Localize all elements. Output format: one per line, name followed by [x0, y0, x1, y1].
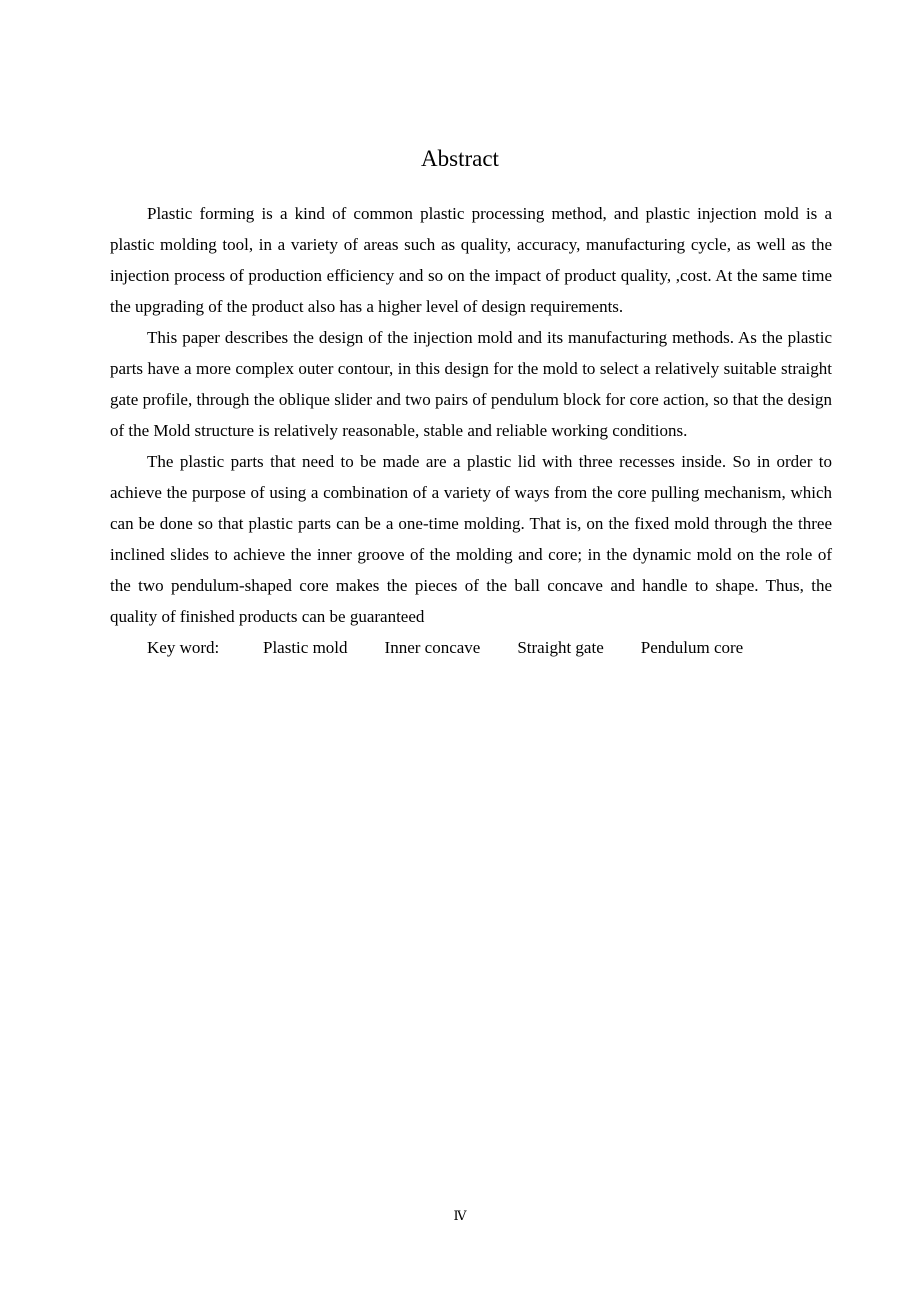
page-title: Abstract — [421, 146, 499, 171]
keyword-item: Straight gate — [517, 638, 604, 657]
abstract-paragraph: This paper describes the design of the injection mold and its manufacturing methods. As the plastic parts have a more complex outer contour, in this design for the mold to select a relatively suitable straight gate profile, through the oblique slider and two pairs of pendulum block for core action, so that the design of the Mold structure is relatively reasonable, stable and reliable working conditions. — [110, 328, 832, 440]
keyword-item: Plastic mold — [263, 638, 348, 657]
keyword-item: Inner concave — [384, 638, 481, 657]
page-number: Ⅳ — [453, 1208, 467, 1223]
abstract-paragraph: Plastic forming is a kind of common plastic processing method, and plastic injection mold is a plastic molding tool, in a variety of areas such as quality, accuracy, manufacturing cycle, as well as the injection process of production efficiency and so on the impact of product quality, ,cost. At the same time the upgrading of the product also has a higher level of design requirements. — [110, 204, 832, 316]
keywords-line — [110, 632, 832, 663]
abstract-body — [110, 198, 832, 663]
abstract-paragraph: The plastic parts that need to be made are a plastic lid with three recesses inside. So in order to achieve the purpose of using a combination of a variety of ways from the core pulling mechanism, which can be done so that plastic parts can be a one-time molding. That is, on the fixed mold through the three inclined slides to achieve the inner groove of the molding and core; in the dynamic mold on the role of the two pendulum-shaped core makes the pieces of the ball concave and handle to shape. Thus, the quality of finished products can be guaranteed — [110, 452, 832, 626]
keywords-label: Key word: — [147, 638, 220, 657]
keyword-item: Pendulum core — [640, 638, 744, 657]
